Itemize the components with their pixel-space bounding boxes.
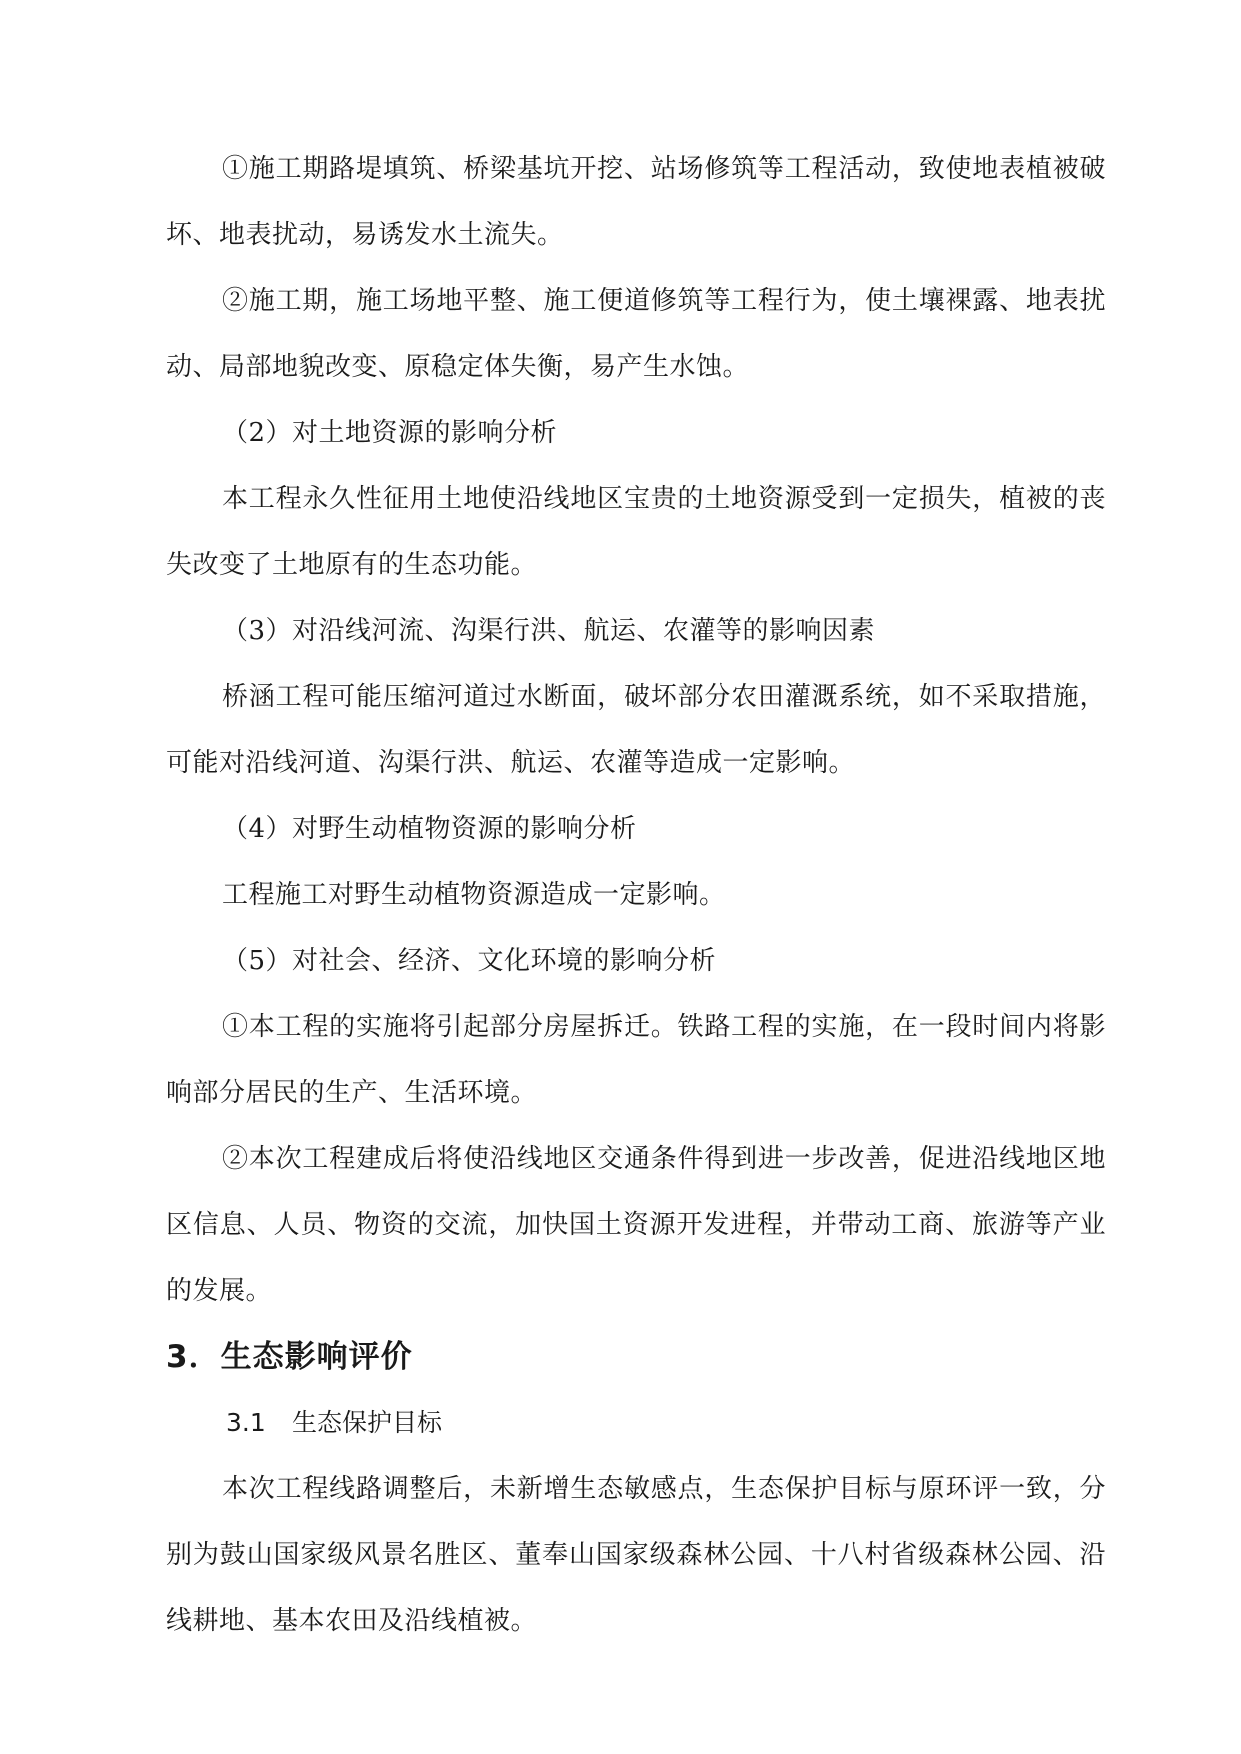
- paragraph-wildlife: 工程施工对野生动植物资源造成一定影响。: [222, 880, 726, 910]
- heading-rivers-irrigation: （3）对沿线河流、沟渠行洪、航运、农灌等的影响因素: [222, 616, 876, 646]
- subsection-heading: [166, 1390, 1106, 1456]
- paragraph-construction-erosion: ①施工期路堤填筑、桥梁基坑开挖、站场修筑等工程活动，致使地表植被破坏、地表扰动，易诱发水土流失。: [166, 154, 1106, 250]
- paragraph-land-resources: 本工程永久性征用土地使沿线地区宝贵的土地资源受到一定损失，植被的丧失改变了土地原有的生态功能。: [166, 484, 1106, 580]
- document-body: [166, 136, 1106, 1654]
- paragraph-protection-targets: 本次工程线路调整后，未新增生态敏感点，生态保护目标与原环评一致，分别为鼓山国家级风景名胜区、董奉山国家级森林公园、十八村省级森林公园、沿线耕地、基本农田及沿线植被。: [166, 1474, 1106, 1636]
- paragraph-rivers-irrigation: 桥涵工程可能压缩河道过水断面，破坏部分农田灌溉系统，如不采取措施，可能对沿线河道、沟渠行洪、航运、农灌等造成一定影响。: [166, 682, 1106, 778]
- paragraph-construction-site: ②施工期，施工场地平整、施工便道修筑等工程行为，使土壤裸露、地表扰动、局部地貌改变、原稳定体失衡，易产生水蚀。: [166, 286, 1106, 382]
- heading-land-resources: （2）对土地资源的影响分析: [222, 418, 558, 448]
- subsection-number: 3.1: [226, 1408, 266, 1437]
- paragraph-transport-improvement: ②本次工程建成后将使沿线地区交通条件得到进一步改善，促进沿线地区地区信息、人员、物资的交流，加快国土资源开发进程，并带动工商、旅游等产业的发展。: [166, 1144, 1106, 1306]
- section-title: 3．生态影响评价: [166, 1339, 413, 1375]
- subsection-title: 生态保护目标: [292, 1408, 443, 1437]
- paragraph-relocation: ①本工程的实施将引起部分房屋拆迁。铁路工程的实施，在一段时间内将影响部分居民的生产、生活环境。: [166, 1012, 1106, 1108]
- heading-social-economic: （5）对社会、经济、文化环境的影响分析: [222, 946, 717, 976]
- heading-wildlife: （4）对野生动植物资源的影响分析: [222, 814, 637, 844]
